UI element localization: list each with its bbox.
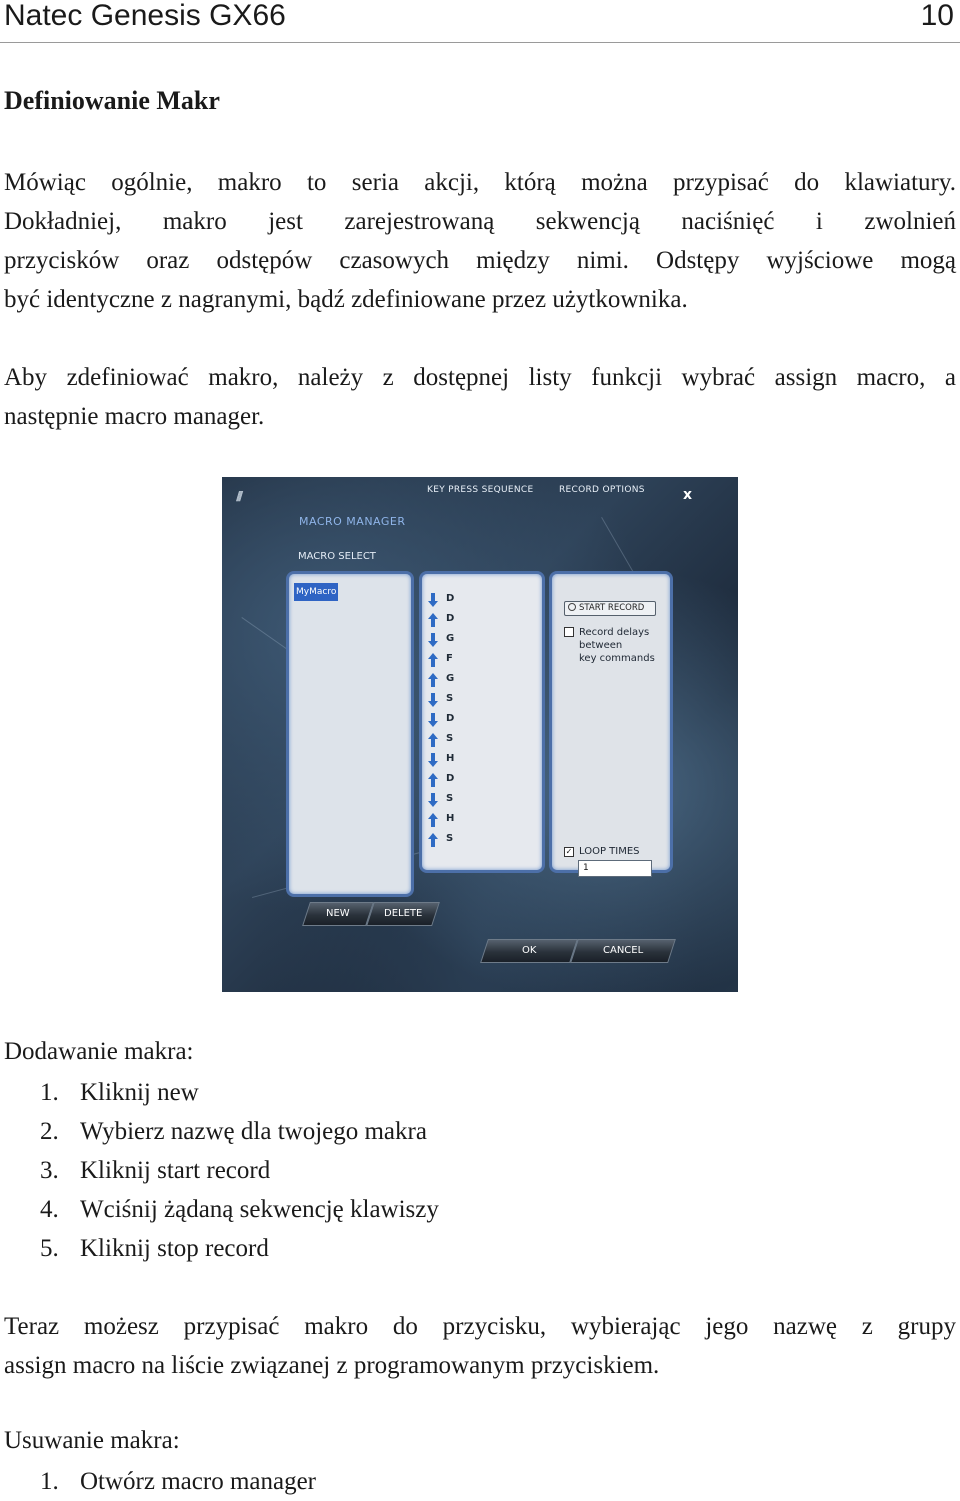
key-label: D bbox=[446, 593, 455, 604]
loop-times-input[interactable]: 1 bbox=[578, 860, 652, 877]
instruction-paragraph bbox=[4, 358, 956, 436]
record-options-panel bbox=[549, 571, 673, 873]
arrow-up-icon bbox=[428, 813, 438, 827]
record-delays-checkbox[interactable] bbox=[564, 627, 574, 637]
instruction-line: Aby zdefiniować makro, należy z dostępnej listy funkcji wybrać assign macro, a bbox=[4, 364, 956, 391]
key-label: D bbox=[446, 773, 455, 784]
intro-line: być identyczne z nagranymi, bądź zdefiniowane przez użytkownika. bbox=[4, 286, 688, 313]
arrow-up-icon bbox=[428, 673, 438, 687]
key-label: S bbox=[446, 733, 454, 744]
step-number: 1. bbox=[40, 1468, 59, 1495]
key-sequence-header: KEY PRESS SEQUENCE bbox=[427, 485, 534, 495]
new-macro-button[interactable] bbox=[302, 902, 374, 926]
arrow-up-icon bbox=[428, 773, 438, 787]
step-number: 1. bbox=[40, 1079, 59, 1106]
adding-step bbox=[40, 1151, 439, 1190]
delete-macro-label: DELETE bbox=[383, 908, 423, 919]
loop-times-checkbox[interactable]: ✓ bbox=[565, 847, 573, 856]
arrow-up-icon bbox=[428, 833, 438, 847]
key-label: F bbox=[446, 653, 453, 664]
key-label: H bbox=[446, 753, 455, 764]
arrow-down-icon bbox=[428, 793, 438, 807]
loop-times-label: LOOP TIMES bbox=[579, 846, 640, 857]
macro-list-panel[interactable] bbox=[286, 571, 414, 897]
removing-step bbox=[40, 1462, 316, 1501]
assign-line: Teraz możesz przypisać makro do przycisku, wybierając jego nazwę z grupy bbox=[4, 1313, 956, 1340]
page-number: 10 bbox=[920, 0, 954, 32]
page-header bbox=[0, 0, 960, 43]
ok-button[interactable] bbox=[480, 939, 578, 963]
record-delays-label bbox=[579, 626, 655, 665]
start-record-label: START RECORD bbox=[579, 603, 645, 613]
macro-list-item[interactable]: MyMacro bbox=[294, 583, 338, 601]
arrow-up-icon bbox=[428, 613, 438, 627]
arrow-down-icon bbox=[428, 633, 438, 647]
step-text: Kliknij new bbox=[80, 1079, 199, 1106]
record-icon bbox=[568, 603, 576, 611]
arrow-down-icon bbox=[428, 713, 438, 727]
record-delays-line: key commands bbox=[579, 653, 655, 664]
document-title: Natec Genesis GX66 bbox=[4, 0, 286, 32]
step-text: Otwórz macro manager bbox=[80, 1468, 316, 1495]
key-label: S bbox=[446, 793, 454, 804]
record-delays-line: Record delays bbox=[579, 627, 650, 638]
key-label: S bbox=[446, 693, 454, 704]
ok-label: OK bbox=[521, 945, 537, 956]
assign-line: assign macro na liście związanej z programowanym przyciskiem. bbox=[4, 1352, 660, 1379]
record-options-header: RECORD OPTIONS bbox=[559, 485, 645, 495]
key-label: S bbox=[446, 833, 454, 844]
key-label: D bbox=[446, 613, 455, 624]
step-text: Kliknij start record bbox=[80, 1157, 271, 1184]
adding-step bbox=[40, 1229, 439, 1268]
record-delays-line: between bbox=[579, 640, 623, 651]
arrow-down-icon bbox=[428, 593, 438, 607]
adding-step bbox=[40, 1073, 439, 1112]
intro-line: przycisków oraz odstępów czasowych między nimi. Odstępy wyjściowe mogą bbox=[4, 247, 956, 274]
arrow-down-icon bbox=[428, 753, 438, 767]
cancel-button[interactable] bbox=[570, 939, 676, 963]
adding-steps bbox=[40, 1073, 439, 1268]
macro-manager-title: MACRO MANAGER bbox=[299, 515, 406, 528]
step-number: 4. bbox=[40, 1196, 59, 1223]
removing-steps bbox=[40, 1462, 316, 1501]
key-label: G bbox=[446, 673, 455, 684]
delete-macro-button[interactable] bbox=[366, 902, 440, 926]
arrow-down-icon bbox=[428, 693, 438, 707]
step-number: 3. bbox=[40, 1157, 59, 1184]
macro-manager-window bbox=[222, 477, 738, 992]
adding-title: Dodawanie makra: bbox=[4, 1038, 194, 1065]
step-text: Wciśnij żądaną sekwencję klawiszy bbox=[80, 1196, 439, 1223]
key-label: H bbox=[446, 813, 455, 824]
instruction-line: następnie macro manager. bbox=[4, 403, 265, 430]
step-number: 2. bbox=[40, 1118, 59, 1145]
key-label: D bbox=[446, 713, 455, 724]
arrow-up-icon bbox=[428, 653, 438, 667]
arrow-up-icon bbox=[428, 733, 438, 747]
window-corner-ornament: //// bbox=[236, 489, 241, 503]
step-number: 5. bbox=[40, 1235, 59, 1262]
new-macro-label: NEW bbox=[326, 908, 350, 919]
intro-line: Mówiąc ogólnie, makro to seria akcji, którą można przypisać do klawiatury. bbox=[4, 169, 956, 196]
step-text: Kliknij stop record bbox=[80, 1235, 269, 1262]
intro-line: Dokładniej, makro jest zarejestrowaną sekwencją naciśnięć i zwolnień bbox=[4, 208, 956, 235]
adding-step bbox=[40, 1190, 439, 1229]
step-text: Wybierz nazwę dla twojego makra bbox=[80, 1118, 427, 1145]
start-record-button[interactable] bbox=[564, 601, 656, 616]
key-label: G bbox=[446, 633, 455, 644]
assign-paragraph bbox=[4, 1307, 956, 1385]
removing-title: Usuwanie makra: bbox=[4, 1427, 180, 1454]
adding-step bbox=[40, 1112, 439, 1151]
intro-paragraph bbox=[4, 163, 956, 319]
section-heading: Definiowanie Makr bbox=[4, 86, 220, 115]
close-button[interactable]: x bbox=[682, 487, 692, 503]
macro-select-label: MACRO SELECT bbox=[298, 551, 376, 562]
cancel-label: CANCEL bbox=[602, 945, 644, 956]
